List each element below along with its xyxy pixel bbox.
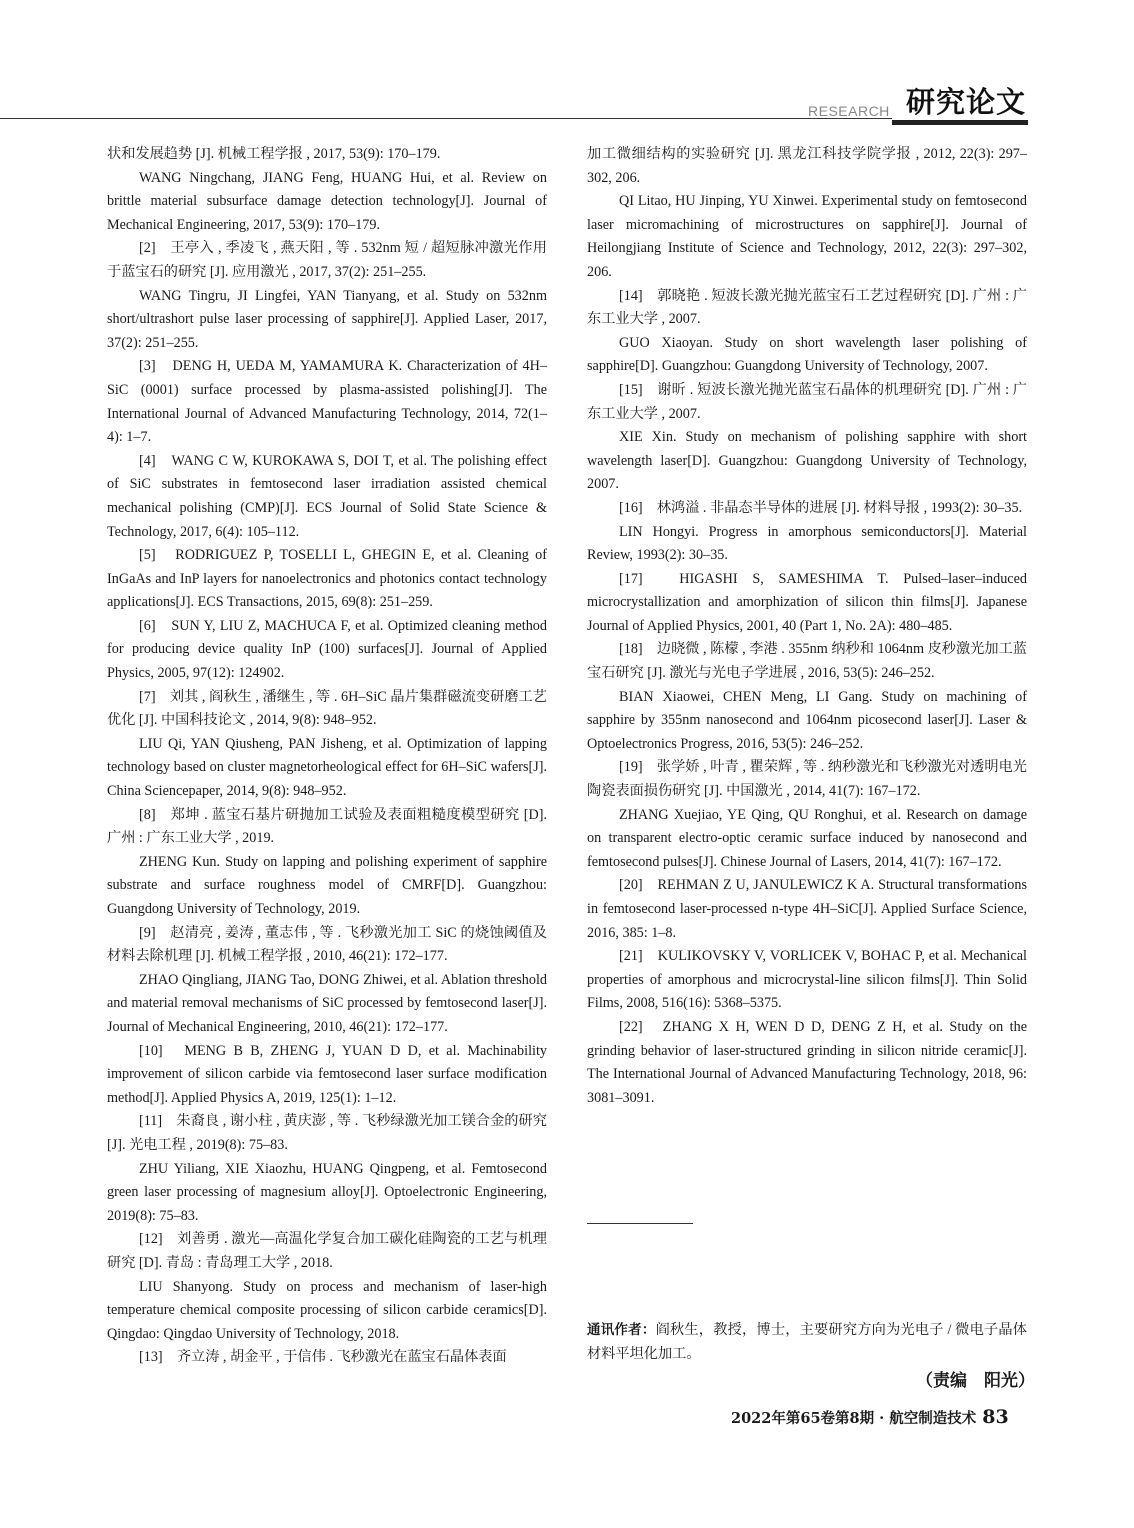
reference-paragraph: [11] 朱裔良 , 谢小柱 , 黄庆澎 , 等 . 飞秒绿激光加工镁合金的研究 [J]. 光电工程 , 2019(8): 75–83.	[107, 1113, 547, 1153]
left-column	[107, 143, 547, 1370]
reference-paragraph: [13] 齐立涛 , 胡金平 , 于信伟 . 飞秒激光在蓝宝石晶体表面	[139, 1349, 507, 1366]
reference-paragraph: LIU Shanyong. Study on process and mechanism of laser-high temperature chemical composite processing of silicon carbide ceramics[D]. Qingdao: Qingdao University of Technology, 2018.	[107, 1278, 547, 1342]
reference-paragraph: XIE Xin. Study on mechanism of polishing sapphire with short wavelength laser[D]. Guangzhou: Guangdong University of Technology, 2007.	[587, 429, 1027, 493]
reference-paragraph: ZHANG Xuejiao, YE Qing, QU Ronghui, et al. Research on damage on transparent electro-optic ceramic surface induced by nanosecond and femtosecond pulses[J]. Chinese Journal of Lasers, 2014, 41(7): 167–172.	[587, 806, 1027, 870]
editor-credit: （责编 阳光）	[916, 1371, 1035, 1391]
reference-paragraph: [19] 张学娇 , 叶青 , 瞿荣辉 , 等 . 纳秒激光和飞秒激光对透明电光陶瓷表面损伤研究 [J]. 中国激光 , 2014, 41(7): 167–172.	[587, 759, 1027, 800]
reference-paragraph: [6] SUN Y, LIU Z, MACHUCA F, et al. Optimized cleaning method for producing device quality InP (100) surfaces[J]. Journal of Applied Physics, 2005, 97(12): 124902.	[107, 617, 547, 682]
right-column	[587, 143, 1027, 1110]
reference-paragraph: ZHU Yiliang, XIE Xiaozhu, HUANG Qingpeng, et al. Femtosecond green laser processing of magnesium alloy[J]. Optoelectronic Engineering, 2019(8): 75–83.	[107, 1160, 547, 1224]
reference-paragraph: GUO Xiaoyan. Study on short wavelength laser polishing of sapphire[D]. Guangzhou: Guangdong University of Technology, 2007.	[587, 334, 1027, 375]
reference-paragraph: [12] 刘善勇 . 激光—高温化学复合加工碳化硅陶瓷的工艺与机理研究 [D]. 青岛 : 青岛理工大学 , 2018.	[107, 1231, 547, 1271]
header-rule	[0, 118, 892, 119]
reference-paragraph: 状和发展趋势 [J]. 机械工程学报 , 2017, 53(9): 170–179.	[107, 146, 441, 162]
reference-paragraph: [5] RODRIGUEZ P, TOSELLI L, GHEGIN E, et al. Cleaning of InGaAs and InP layers for nanoelectronics and photonics contact technology applications[J]. ECS Transactions, 2015, 69(8): 251–259.	[107, 547, 548, 611]
section-label-en: RESEARCH	[808, 103, 890, 119]
reference-paragraph: WANG Tingru, JI Lingfei, YAN Tianyang, et al. Study on 532nm short/ultrashort pulse laser processing of sapphire[J]. Applied Laser, 2017, 37(2): 251–255.	[107, 287, 547, 351]
reference-paragraph: [7] 刘其 , 阎秋生 , 潘继生 , 等 . 6H–SiC 晶片集群磁流变研磨工艺优化 [J]. 中国科技论文 , 2014, 9(8): 948–952.	[107, 688, 547, 729]
section-label-cn: 研究论文	[906, 85, 1027, 119]
reference-paragraph: 加工微细结构的实验研究 [J]. 黑龙江科技学院学报 , 2012, 22(3): 297–302, 206.	[587, 146, 1027, 186]
reference-paragraph: [10] MENG B B, ZHENG J, YUAN D D, et al. Machinability improvement of silicon carbide via femtosecond laser surface modification method[J]. Applied Physics A, 2019, 125(1): 1–12.	[107, 1042, 547, 1106]
footnote-text: 阎秋生，教授，博士，主要研究方向为光电子 / 微电子晶体材料平坦化加工。	[587, 1322, 1027, 1362]
reference-paragraph: LIU Qi, YAN Qiusheng, PAN Jisheng, et al. Optimization of lapping technology based on cluster magnetorheological effect for 6H–SiC wafers[J]. China Sciencepaper, 2014, 9(8): 948–952.	[107, 735, 547, 800]
corresponding-author-note	[587, 1318, 1027, 1366]
page-footer	[731, 1406, 1009, 1428]
page-number: 83	[982, 1406, 1009, 1428]
reference-paragraph: LIN Hongyi. Progress in amorphous semiconductors[J]. Material Review, 1993(2): 30–35.	[587, 523, 1027, 564]
reference-paragraph: [14] 郭晓艳 . 短波长激光抛光蓝宝石工艺过程研究 [D]. 广州 : 广东工业大学 , 2007.	[587, 287, 1027, 328]
reference-paragraph: ZHAO Qingliang, JIANG Tao, DONG Zhiwei, et al. Ablation threshold and material removal mechanisms of SiC processed by femtosecond laser[J]. Journal of Mechanical Engineering, 2010, 46(21): 172–177.	[107, 971, 547, 1035]
reference-paragraph: [17] HIGASHI S, SAMESHIMA T. Pulsed–laser–induced microcrystallization and amorphization of silicon thin films[J]. Japanese Journal of Applied Physics, 2001, 40 (Part 1, No. 2A): 480–485.	[587, 570, 1027, 634]
reference-paragraph: QI Litao, HU Jinping, YU Xinwei. Experimental study on femtosecond laser micromachining of microstructures on sapphire[J]. Journal of Heilongjiang Institute of Science and Technology, 2012, 22(3): 297–302, 206.	[587, 193, 1027, 280]
reference-paragraph: [3] DENG H, UEDA M, YAMAMURA K. Characterization of 4H–SiC (0001) surface processed by plasma-assisted polishing[J]. The International Journal of Advanced Manufacturing Technology, 2014, 72(1–4): 1–7.	[107, 358, 547, 446]
reference-paragraph: [16] 林鸿溢 . 非晶态半导体的进展 [J]. 材料导报 , 1993(2): 30–35.	[619, 499, 1023, 516]
reference-paragraph: [8] 郑坤 . 蓝宝石基片研抛加工试验及表面粗糙度模型研究 [D]. 广州 : 广东工业大学 , 2019.	[107, 806, 547, 847]
reference-paragraph: [22] ZHANG X H, WEN D D, DENG Z H, et al. Study on the grinding behavior of laser-structured grinding in silicon nitride ceramic[J]. The International Journal of Advanced Manufacturing Technology, 2018, 96: 3081–3091.	[587, 1018, 1027, 1106]
reference-paragraph: [9] 赵清亮 , 姜涛 , 董志伟 , 等 . 飞秒激光加工 SiC 的烧蚀阈值及材料去除机理 [J]. 机械工程学报 , 2010, 46(21): 172–177.	[107, 924, 547, 965]
reference-paragraph: [18] 边晓微 , 陈檬 , 李港 . 355nm 纳秒和 1064nm 皮秒激光加工蓝宝石研究 [J]. 激光与光电子学进展 , 2016, 53(5): 246–252.	[587, 641, 1027, 682]
reference-paragraph: [20] REHMAN Z U, JANULEWICZ K A. Structural transformations in femtosecond laser-processed n-type 4H–SiC[J]. Applied Surface Science, 2016, 385: 1–8.	[587, 877, 1027, 941]
issue-info: 2022年第65卷第8期 · 航空制造技术	[731, 1410, 977, 1427]
reference-paragraph: ZHENG Kun. Study on lapping and polishing experiment of sapphire substrate and surface roughness model of CMRF[D]. Guangzhou: Guangdong University of Technology, 2019.	[107, 853, 547, 917]
footnote-rule	[587, 1223, 693, 1224]
reference-paragraph: BIAN Xiaowei, CHEN Meng, LI Gang. Study on machining of sapphire by 355nm nanosecond and 1064nm picosecond laser[J]. Laser & Optoelectronics Progress, 2016, 53(5): 246–252.	[587, 688, 1027, 752]
reference-paragraph: WANG Ningchang, JIANG Feng, HUANG Hui, et al. Review on brittle material subsurface damage detection technology[J]. Journal of Mechanical Engineering, 2017, 53(9): 170–179.	[107, 169, 547, 233]
footnote-label: 通讯作者：	[587, 1322, 656, 1338]
reference-paragraph: [21] KULIKOVSKY V, VORLICEK V, BOHAC P, et al. Mechanical properties of amorphous and microcrystal-line silicon films[J]. Thin Solid Films, 2008, 516(16): 5368–5375.	[587, 948, 1027, 1012]
reference-paragraph: [15] 谢昕 . 短波长激光抛光蓝宝石晶体的机理研究 [D]. 广州 : 广东工业大学 , 2007.	[587, 381, 1027, 422]
reference-paragraph: [2] 王亭入 , 季凌飞 , 燕天阳 , 等 . 532nm 短 / 超短脉冲激光作用于蓝宝石的研究 [J]. 应用激光 , 2017, 37(2): 251–255.	[107, 240, 547, 280]
reference-paragraph: [4] WANG C W, KUROKAWA S, DOI T, et al. The polishing effect of SiC substrates in femtosecond laser irradiation assisted chemical mechanical polishing (CMP)[J]. ECS Journal of Solid State Science & Technology, 2017, 6(4): 105–112.	[107, 452, 547, 540]
